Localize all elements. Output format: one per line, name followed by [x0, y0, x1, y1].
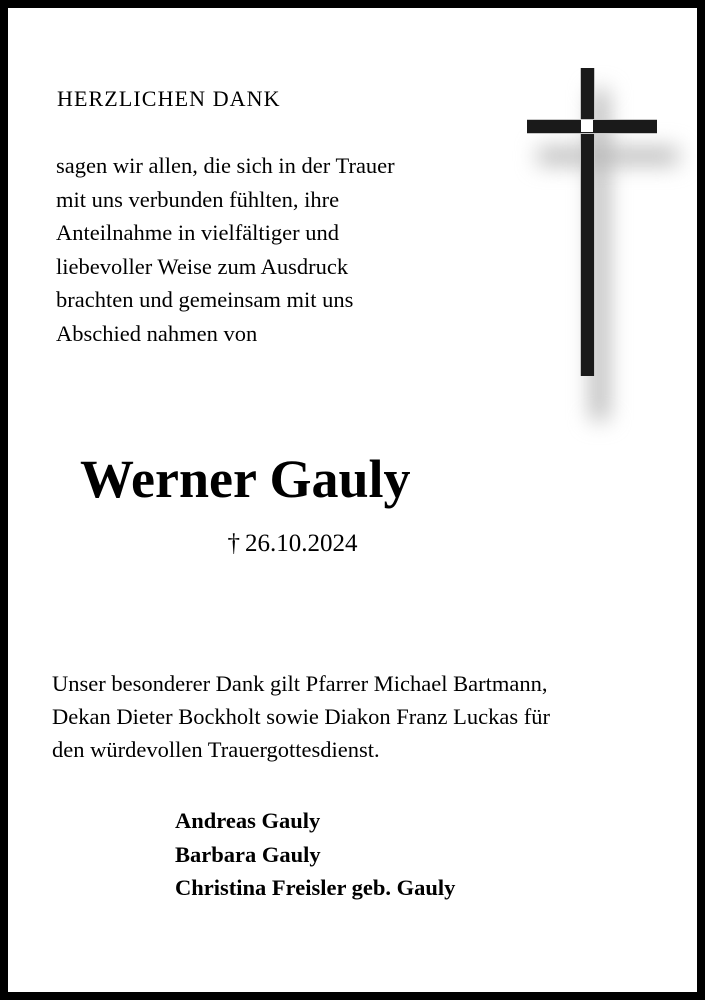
special-thanks-paragraph	[52, 667, 672, 766]
signatory-name: Barbara Gauly	[175, 841, 321, 867]
signatory-name: Andreas Gauly	[175, 808, 321, 833]
death-date-line	[8, 529, 697, 559]
intro-paragraph	[56, 149, 486, 350]
thanks-line: den würdevollen Trauergottesdienst.	[52, 737, 380, 762]
thanks-line: Dekan Dieter Bockholt sowie Diakon Franz Luckas für	[52, 704, 550, 729]
thanks-heading: HERZLICHEN DANK	[57, 86, 281, 111]
intro-line: sagen wir allen, die sich in der Trauer	[56, 153, 395, 178]
signatory-name: Christina Freisler geb. Gauly	[175, 875, 456, 900]
dagger-cross-icon: †	[227, 530, 240, 557]
intro-line: Abschied nahmen von	[56, 320, 258, 346]
intro-line: Anteilnahme in vielfältiger und	[56, 220, 340, 245]
christian-cross-icon	[508, 48, 697, 418]
intro-line: liebevoller Weise zum Ausdruck	[56, 253, 349, 279]
intro-line: brachten und gemeinsam mit uns	[56, 287, 354, 312]
intro-line: mit uns verbunden fühlten, ihre	[56, 186, 340, 212]
cross-center-highlight	[581, 120, 593, 132]
death-date-value: 26.10.2024	[245, 530, 358, 557]
notice-inner	[8, 8, 697, 992]
thanks-line: Unser besonderer Dank gilt Pfarrer Michael Bartmann,	[52, 671, 548, 696]
signatories-list	[175, 804, 455, 905]
deceased-name: Werner Gauly	[80, 449, 411, 509]
cross-bar-vertical	[580, 68, 595, 376]
cross-shadow-horizontal	[538, 148, 678, 164]
